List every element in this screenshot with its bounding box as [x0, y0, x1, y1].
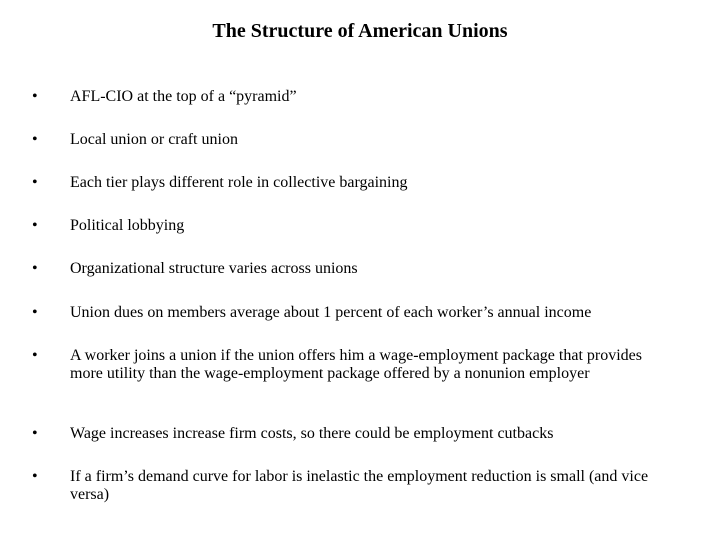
bullet-text: Each tier plays different role in collective bargaining	[70, 174, 408, 191]
bullet-text: If a firm’s demand curve for labor is inelastic the employment reduction is small (and vice versa)	[70, 468, 649, 503]
bullet-text: Wage increases increase firm costs, so there could be employment cutbacks	[70, 425, 554, 442]
bullet-icon: •	[32, 131, 38, 148]
bullet-text: AFL-CIO at the top of a “pyramid”	[70, 88, 297, 105]
bullet-text: Political lobbying	[70, 217, 185, 234]
bullet-icon: •	[32, 174, 38, 191]
bullet-icon: •	[32, 88, 38, 105]
bullet-icon: •	[32, 347, 38, 364]
bullet-text: Organizational structure varies across unions	[70, 260, 358, 277]
bullet-icon: •	[32, 304, 38, 321]
bullet-icon: •	[32, 468, 38, 485]
bullet-icon: •	[32, 425, 38, 442]
bullet-text: Local union or craft union	[70, 131, 238, 148]
bullet-icon: •	[32, 260, 38, 277]
bullet-icon: •	[32, 217, 38, 234]
bullet-text: Union dues on members average about 1 percent of each worker’s annual income	[70, 304, 592, 321]
slide-title: The Structure of American Unions	[212, 20, 508, 42]
bullet-text: A worker joins a union if the union offers him a wage-employment package that provides more utility than the wage-employment package offered by a nonunion employer	[70, 347, 642, 382]
